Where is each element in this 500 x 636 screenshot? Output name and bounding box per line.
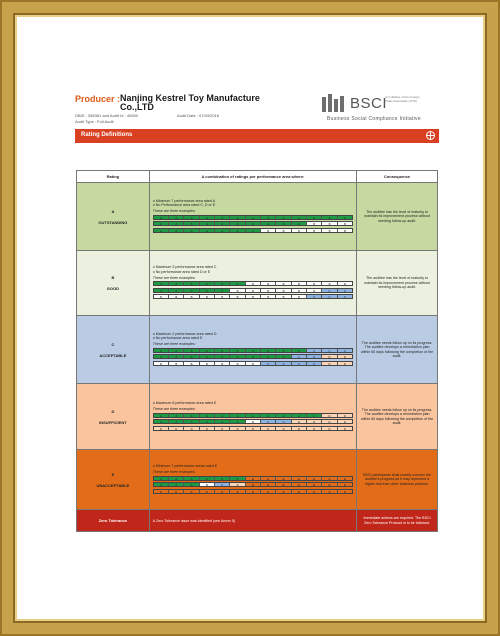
- example-segment: A: [246, 414, 261, 417]
- example-segment: D: [322, 414, 337, 417]
- example-segment: A: [154, 349, 169, 352]
- example-bar: [153, 348, 353, 353]
- header-combination: A combination of ratings per performance area where:: [149, 171, 356, 183]
- example-segment: E: [322, 477, 337, 480]
- example-segment: C: [261, 420, 276, 423]
- rating-cell: [77, 316, 150, 384]
- example-segment: A: [200, 414, 215, 417]
- example-segment: A: [184, 216, 199, 219]
- table-row: [77, 251, 438, 316]
- example-bar: [153, 361, 353, 366]
- example-segment: A: [154, 355, 169, 358]
- rating-grade: E: [111, 471, 115, 477]
- example-segment: D: [338, 362, 352, 365]
- example-segment: B: [261, 289, 276, 292]
- example-segment: A: [292, 222, 307, 225]
- example-segment: A: [230, 477, 245, 480]
- example-segment: B: [169, 295, 184, 298]
- example-bar: [153, 228, 353, 233]
- example-segment: D: [322, 355, 337, 358]
- consequence-cell: The auditee needs follow up on its progress. The auditee develops a remediation plan within 60 days following the completion of the audit.: [357, 316, 438, 384]
- example-segment: A: [169, 420, 184, 423]
- example-segment: A: [169, 349, 184, 352]
- example-segment: A: [338, 216, 352, 219]
- criteria-line: o No Performance area rated C, D or E: [152, 203, 216, 207]
- example-segment: A: [215, 349, 230, 352]
- example-segment: E: [261, 483, 276, 486]
- example-segment: A: [246, 349, 261, 352]
- example-segment: C: [292, 362, 307, 365]
- rating-name: INSUFFICIENT: [99, 419, 127, 425]
- example-segment: E: [200, 490, 215, 493]
- example-segment: E: [169, 490, 184, 493]
- example-segment: E: [276, 490, 291, 493]
- example-segment: B: [154, 295, 169, 298]
- example-segment: B: [246, 289, 261, 292]
- example-segment: C: [292, 355, 307, 358]
- table-row: [77, 450, 438, 510]
- example-segment: B: [307, 229, 322, 232]
- example-segment: B: [276, 229, 291, 232]
- table-header-row: [77, 171, 438, 183]
- example-segment: A: [261, 355, 276, 358]
- example-segment: B: [307, 282, 322, 285]
- example-segment: B: [246, 362, 261, 365]
- example-segment: A: [230, 414, 245, 417]
- consequence-cell: BSCI participants shall closely oversee the auditee's progress as it may represent a higher risk than other business partners.: [357, 450, 438, 510]
- example-segment: E: [307, 477, 322, 480]
- example-segment: A: [154, 414, 169, 417]
- example-segment: A: [200, 420, 215, 423]
- example-segment: E: [307, 483, 322, 486]
- example-bar: [153, 476, 353, 481]
- example-bar: [153, 281, 353, 286]
- example-segment: E: [246, 490, 261, 493]
- example-segment: A: [230, 216, 245, 219]
- example-segment: E: [261, 490, 276, 493]
- example-segment: A: [200, 355, 215, 358]
- example-segment: D: [338, 427, 352, 430]
- example-segment: D: [322, 362, 337, 365]
- example-segment: A: [230, 282, 245, 285]
- example-segment: E: [338, 490, 352, 493]
- example-segment: B: [200, 295, 215, 298]
- examples-label: These are three examples:: [152, 342, 196, 347]
- criteria-cell: [149, 384, 356, 450]
- rating-name: OUTSTANDING: [98, 219, 128, 225]
- example-segment: B: [169, 362, 184, 365]
- example-segment: B: [200, 362, 215, 365]
- example-segment: D: [154, 427, 169, 430]
- example-segment: A: [184, 483, 199, 486]
- example-segment: E: [322, 490, 337, 493]
- example-segment: A: [184, 349, 199, 352]
- examples-label: These are three examples:: [152, 407, 196, 412]
- example-segment: D: [322, 420, 337, 423]
- example-segment: B: [322, 282, 337, 285]
- example-segment: A: [200, 282, 215, 285]
- example-segment: D: [322, 427, 337, 430]
- example-segment: B: [230, 362, 245, 365]
- example-segment: E: [261, 477, 276, 480]
- example-segment: C: [307, 355, 322, 358]
- example-segment: B: [307, 222, 322, 225]
- bsci-logo-tagline: An initiative of the Foreign Trade Association (FTA): [385, 95, 420, 103]
- section-title: Rating Definitions: [81, 132, 133, 138]
- example-segment: A: [184, 229, 199, 232]
- criteria-line: o No performance area rated E: [152, 336, 203, 340]
- example-segment: D: [338, 355, 352, 358]
- example-segment: D: [261, 427, 276, 430]
- example-segment: A: [261, 216, 276, 219]
- example-segment: A: [154, 420, 169, 423]
- example-segment: D: [215, 427, 230, 430]
- company-name: Nanjing Kestrel Toy Manufacture Co.,LTD: [120, 93, 260, 112]
- example-segment: A: [276, 414, 291, 417]
- example-segment: A: [154, 483, 169, 486]
- example-segment: D: [230, 483, 245, 486]
- producer-label: Producer :: [75, 94, 121, 104]
- example-segment: A: [154, 216, 169, 219]
- rating-grade: D: [111, 408, 115, 414]
- example-segment: C: [322, 349, 337, 352]
- example-segment: C: [276, 362, 291, 365]
- audit-date: Audit Date : 07/04/2016: [177, 113, 220, 118]
- bsci-logo-text: BSCI: [350, 95, 388, 112]
- example-segment: A: [215, 229, 230, 232]
- example-segment: C: [307, 295, 322, 298]
- example-segment: A: [261, 414, 276, 417]
- example-segment: A: [215, 420, 230, 423]
- example-segment: D: [292, 427, 307, 430]
- example-segment: A: [292, 349, 307, 352]
- example-segment: B: [338, 282, 352, 285]
- rating-grade: C: [111, 341, 115, 347]
- table-row: [77, 384, 438, 450]
- example-segment: B: [322, 222, 337, 225]
- example-segment: B: [246, 420, 261, 423]
- example-segment: C: [261, 362, 276, 365]
- rating-cell: [77, 450, 150, 510]
- criteria-line: o Minimum 7 performance areas rated E: [152, 463, 218, 468]
- example-segment: B: [276, 282, 291, 285]
- table-row: [77, 183, 438, 251]
- rating-cell: [77, 183, 150, 251]
- example-segment: B: [338, 229, 352, 232]
- globe-icon: [426, 131, 435, 140]
- example-segment: A: [215, 289, 230, 292]
- example-segment: B: [292, 229, 307, 232]
- example-segment: A: [169, 355, 184, 358]
- example-segment: E: [322, 483, 337, 486]
- example-segment: E: [215, 490, 230, 493]
- example-segment: A: [154, 222, 169, 225]
- criteria-line: o No performance area rated D or E: [152, 269, 211, 274]
- example-segment: A: [307, 216, 322, 219]
- example-segment: A: [169, 483, 184, 486]
- header-rating: Rating: [77, 171, 150, 183]
- example-bar: [153, 419, 353, 424]
- example-segment: E: [276, 477, 291, 480]
- example-segment: A: [200, 349, 215, 352]
- example-segment: B: [246, 282, 261, 285]
- example-segment: B: [276, 295, 291, 298]
- example-segment: A: [246, 222, 261, 225]
- example-bar: [153, 426, 353, 431]
- consequence-zero-tolerance: Immediate actions are required. The BSCI Zero Tolerance Protocol is to be followed.: [357, 510, 438, 532]
- example-segment: D: [276, 427, 291, 430]
- audit-type: Audit Type : Full Audit: [75, 119, 114, 124]
- example-bar: [153, 215, 353, 220]
- example-segment: A: [184, 355, 199, 358]
- example-segment: A: [200, 216, 215, 219]
- example-segment: A: [184, 289, 199, 292]
- example-segment: A: [169, 477, 184, 480]
- criteria-cell: [149, 450, 356, 510]
- example-bar: [153, 413, 353, 418]
- example-segment: A: [154, 289, 169, 292]
- consequence-cell: The auditee has the level of maturity to maintain its improvement process without needing follow-up audit.: [357, 251, 438, 316]
- example-segment: A: [154, 229, 169, 232]
- example-segment: B: [261, 295, 276, 298]
- example-bar: [153, 294, 353, 299]
- example-segment: A: [215, 216, 230, 219]
- bsci-logo-subtitle: Business Social Compliance Initiative: [327, 116, 421, 122]
- rating-grade: B: [111, 275, 115, 280]
- example-segment: A: [230, 349, 245, 352]
- example-segment: D: [307, 420, 322, 423]
- example-segment: E: [292, 483, 307, 486]
- example-segment: A: [200, 222, 215, 225]
- example-segment: A: [200, 229, 215, 232]
- example-segment: B: [246, 295, 261, 298]
- example-bar: [153, 489, 353, 494]
- example-segment: B: [261, 282, 276, 285]
- example-segment: A: [322, 216, 337, 219]
- example-segment: A: [215, 355, 230, 358]
- rating-name: UNACCEPTABLE: [96, 482, 130, 488]
- example-segment: D: [307, 427, 322, 430]
- rating-name: ACCEPTABLE: [99, 352, 127, 358]
- example-segment: A: [215, 282, 230, 285]
- example-segment: A: [261, 222, 276, 225]
- criteria-cell: [149, 183, 356, 251]
- example-segment: D: [292, 420, 307, 423]
- example-segment: B: [292, 282, 307, 285]
- example-segment: C: [338, 289, 352, 292]
- rating-name: GOOD: [106, 286, 120, 291]
- example-segment: A: [307, 414, 322, 417]
- examples-label: These are three examples:: [152, 209, 196, 214]
- example-segment: A: [215, 222, 230, 225]
- example-segment: A: [200, 477, 215, 480]
- example-segment: D: [184, 427, 199, 430]
- example-segment: A: [276, 216, 291, 219]
- example-segment: E: [292, 477, 307, 480]
- example-segment: E: [246, 477, 261, 480]
- example-segment: C: [215, 483, 230, 486]
- example-segment: A: [230, 420, 245, 423]
- example-segment: A: [169, 229, 184, 232]
- audit-ids: DBID : 358381 and Audit Id : 40550: [75, 113, 138, 118]
- example-segment: D: [338, 420, 352, 423]
- example-segment: A: [292, 216, 307, 219]
- example-segment: A: [184, 282, 199, 285]
- example-segment: C: [338, 295, 352, 298]
- example-segment: B: [276, 289, 291, 292]
- example-segment: A: [169, 282, 184, 285]
- example-segment: B: [184, 362, 199, 365]
- example-segment: A: [184, 420, 199, 423]
- example-segment: C: [307, 349, 322, 352]
- example-segment: E: [230, 490, 245, 493]
- example-segment: A: [169, 216, 184, 219]
- example-segment: B: [292, 295, 307, 298]
- example-segment: A: [154, 477, 169, 480]
- example-segment: B: [292, 289, 307, 292]
- example-segment: E: [338, 477, 352, 480]
- table-row: [77, 316, 438, 384]
- example-segment: A: [230, 229, 245, 232]
- example-segment: A: [276, 349, 291, 352]
- example-bar: [153, 221, 353, 226]
- consequence-cell: The auditee needs follow up on its progress. The auditee develops a remediation plan within 60 days following the completion of the audit.: [357, 384, 438, 450]
- example-segment: D: [338, 414, 352, 417]
- example-segment: E: [154, 490, 169, 493]
- rating-cell: [77, 384, 150, 450]
- example-segment: B: [230, 289, 245, 292]
- rating-definitions-table: [76, 170, 438, 532]
- criteria-line: o Maximum 2 performance area rated D: [152, 331, 217, 336]
- example-segment: A: [200, 289, 215, 292]
- example-segment: E: [276, 483, 291, 486]
- example-segment: D: [246, 427, 261, 430]
- example-segment: B: [154, 362, 169, 365]
- criteria-line: o Minimum 7 performance area rated A: [152, 198, 216, 203]
- example-segment: D: [230, 427, 245, 430]
- example-segment: E: [338, 483, 352, 486]
- example-segment: E: [184, 490, 199, 493]
- example-segment: A: [154, 282, 169, 285]
- example-segment: B: [338, 222, 352, 225]
- example-segment: A: [230, 355, 245, 358]
- section-header: [75, 129, 439, 143]
- criteria-cell: [149, 251, 356, 316]
- example-segment: B: [261, 229, 276, 232]
- example-segment: B: [215, 295, 230, 298]
- example-segment: B: [215, 362, 230, 365]
- example-segment: A: [184, 414, 199, 417]
- example-segment: A: [246, 216, 261, 219]
- criteria-line: o Maximum 3 performance area rated C: [152, 265, 217, 270]
- criteria-zero-tolerance: A Zero Tolerance issue was identified (see Annex 5): [149, 510, 356, 532]
- example-bar: [153, 288, 353, 293]
- example-segment: E: [307, 490, 322, 493]
- example-segment: A: [261, 349, 276, 352]
- table-row-zero-tolerance: [77, 510, 438, 532]
- example-segment: A: [246, 355, 261, 358]
- example-segment: A: [276, 355, 291, 358]
- example-segment: B: [184, 295, 199, 298]
- examples-label: These are three examples:: [152, 470, 196, 475]
- example-bar: [153, 482, 353, 487]
- example-segment: A: [246, 229, 261, 232]
- rating-zero-tolerance: Zero Tolerance: [77, 510, 150, 532]
- example-segment: E: [292, 490, 307, 493]
- example-segment: A: [215, 414, 230, 417]
- example-segment: A: [184, 222, 199, 225]
- rating-grade: A: [111, 208, 115, 214]
- example-segment: B: [230, 295, 245, 298]
- example-segment: A: [184, 477, 199, 480]
- example-segment: B: [307, 289, 322, 292]
- example-segment: A: [230, 222, 245, 225]
- example-segment: A: [169, 289, 184, 292]
- example-segment: B: [322, 229, 337, 232]
- example-segment: C: [322, 289, 337, 292]
- example-segment: A: [169, 414, 184, 417]
- criteria-line: o Maximum 6 performance area rated E: [152, 400, 217, 405]
- example-segment: C: [338, 349, 352, 352]
- criteria-cell: [149, 316, 356, 384]
- example-segment: D: [169, 427, 184, 430]
- rating-cell: [77, 251, 150, 316]
- example-segment: A: [276, 222, 291, 225]
- example-segment: C: [322, 295, 337, 298]
- example-segment: A: [215, 477, 230, 480]
- example-segment: A: [292, 414, 307, 417]
- document-page: [67, 86, 443, 554]
- consequence-cell: The auditee has the level of maturity to maintain its improvement process without needing follow-up audit.: [357, 183, 438, 251]
- example-segment: C: [307, 362, 322, 365]
- example-bar: [153, 354, 353, 359]
- example-segment: E: [246, 483, 261, 486]
- header-consequence: Consequence: [357, 171, 438, 183]
- example-segment: C: [276, 420, 291, 423]
- example-segment: D: [200, 427, 215, 430]
- examples-label: These are three examples:: [152, 275, 196, 280]
- example-segment: A: [169, 222, 184, 225]
- example-segment: B: [200, 483, 215, 486]
